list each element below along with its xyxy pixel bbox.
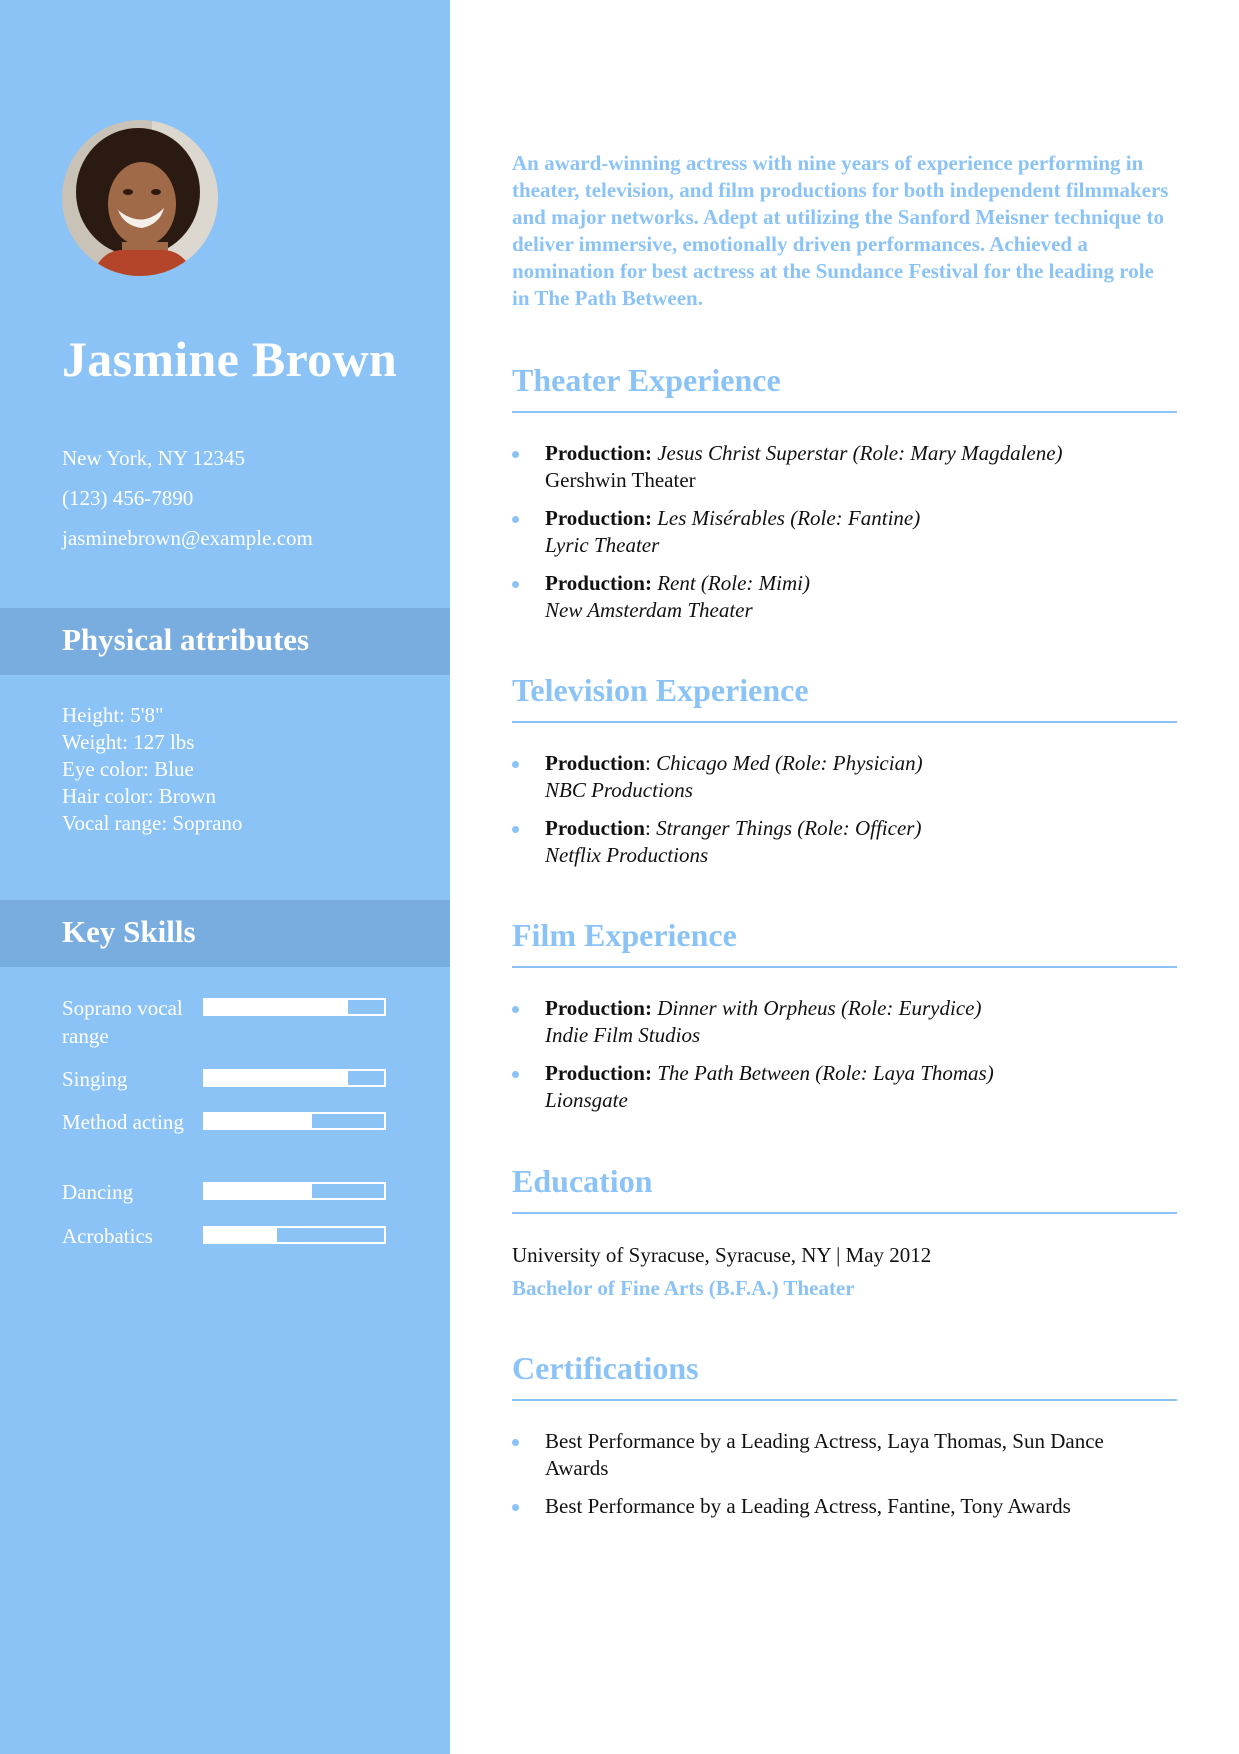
entry-venue: Indie Film Studios (545, 1023, 701, 1047)
bullet-icon (512, 826, 519, 833)
entry-prefix: Production: (545, 571, 652, 595)
entry-title: Jesus Christ Superstar (Role: Mary Magdalene) (657, 441, 1063, 465)
skill-bar-fill (205, 1071, 348, 1085)
entry-venue: Netflix Productions (545, 843, 709, 867)
skill-bar-fill (205, 1000, 348, 1014)
television-entry: Production: Chicago Med (Role: Physician) NBC Productions (512, 750, 1177, 804)
email-text: jasminebrown@example.com (62, 526, 313, 550)
entry-prefix: Production: (545, 996, 652, 1020)
skill-bar-fill (205, 1114, 312, 1128)
portrait-photo-icon (62, 120, 218, 276)
key-skills-heading: Key Skills (62, 914, 196, 949)
skill-label: Soprano vocal range (62, 996, 183, 1048)
theater-entry (512, 570, 1177, 624)
physical-attributes-band (0, 608, 450, 675)
theater-heading: Theater Experience (512, 362, 781, 398)
television-heading: Television Experience (512, 672, 809, 708)
education-heading: Education (512, 1163, 653, 1199)
skill-bar-fill (205, 1184, 312, 1198)
attribute-item: Vocal range: Soprano (62, 811, 243, 835)
skill-bar (203, 1112, 386, 1130)
key-skills-band (0, 900, 450, 967)
section-divider (512, 1399, 1177, 1401)
phone-text: (123) 456-7890 (62, 486, 194, 510)
entry-venue: Lyric Theater (545, 533, 660, 557)
certification-text: Best Performance by a Leading Actress, Fantine, Tony Awards (545, 1494, 1071, 1518)
theater-entry (512, 440, 1177, 494)
certification-text: Best Performance by a Leading Actress, Laya Thomas, Sun Dance Awards (545, 1429, 1104, 1480)
entry-venue: New Amsterdam Theater (545, 598, 753, 622)
skill-bar-fill (205, 1228, 277, 1242)
bullet-icon (512, 1504, 519, 1511)
skill-bar (203, 1182, 386, 1200)
bullet-icon (512, 451, 519, 458)
bullet-icon (512, 581, 519, 588)
bullet-icon (512, 516, 519, 523)
bullet-icon (512, 761, 519, 768)
attribute-item: Hair color: Brown (62, 784, 216, 808)
entry-prefix: Production (545, 751, 645, 775)
theater-entry (512, 505, 1177, 559)
profile-photo (62, 120, 218, 276)
bullet-icon (512, 1071, 519, 1078)
education-school: University of Syracuse, Syracuse, NY | May 2012 (512, 1243, 932, 1267)
contact-info (62, 438, 313, 558)
skill-bar (203, 1069, 386, 1087)
physical-attributes-heading: Physical attributes (62, 622, 310, 657)
attribute-item: Height: 5'8" (62, 703, 164, 727)
section-divider (512, 411, 1177, 413)
section-divider (512, 966, 1177, 968)
skill-bar (203, 998, 386, 1016)
entry-venue: Gershwin Theater (545, 468, 696, 492)
entry-venue: NBC Productions (545, 778, 693, 802)
skill-bar (203, 1226, 386, 1244)
entry-prefix: Production: (545, 441, 652, 465)
section-divider (512, 1212, 1177, 1214)
section-divider (512, 721, 1177, 723)
certification-item (512, 1493, 1177, 1520)
certifications-heading: Certifications (512, 1350, 699, 1386)
entry-venue: Lionsgate (545, 1088, 628, 1112)
television-entry: Production: Stranger Things (Role: Officer) Netflix Productions (512, 815, 1177, 869)
entry-title: Dinner with Orpheus (Role: Eurydice) (657, 996, 982, 1020)
entry-prefix: Production: (545, 1061, 652, 1085)
skill-label: Method acting (62, 1110, 184, 1134)
film-heading: Film Experience (512, 917, 737, 953)
attribute-item: Eye color: Blue (62, 757, 194, 781)
entry-title: Rent (Role: Mimi) (657, 571, 810, 595)
candidate-name: Jasmine Brown (62, 331, 397, 387)
entry-title: Chicago Med (Role: Physician) (656, 751, 923, 775)
entry-title: Stranger Things (Role: Officer) (656, 816, 922, 840)
bullet-icon (512, 1006, 519, 1013)
attribute-item: Weight: 127 lbs (62, 730, 195, 754)
entry-prefix: Production: (545, 506, 652, 530)
entry-prefix: Production (545, 816, 645, 840)
film-entry (512, 995, 1177, 1049)
physical-attributes-list (62, 702, 242, 837)
skill-label: Dancing (62, 1180, 134, 1204)
film-entry (512, 1060, 1177, 1114)
skill-label: Acrobatics (62, 1224, 153, 1248)
bullet-icon (512, 1439, 519, 1446)
professional-summary: An award-winning actress with nine years of experience performing in theater, television, and film productions for both independent filmmakers and major networks. Adept at utilizing the Sanford Meisner technique to deliver immersive, emotionally driven performances. Achieved a nomination for best actress at the Sundance Festival for the leading role in The Path Between. (512, 151, 1169, 310)
certification-item (512, 1428, 1177, 1482)
education-degree: Bachelor of Fine Arts (B.F.A.) Theater (512, 1276, 855, 1300)
location-text: New York, NY 12345 (62, 446, 245, 470)
sidebar (0, 0, 450, 1754)
skill-label: Singing (62, 1067, 128, 1091)
entry-title: The Path Between (Role: Laya Thomas) (657, 1061, 994, 1085)
entry-title: Les Misérables (Role: Fantine) (657, 506, 921, 530)
